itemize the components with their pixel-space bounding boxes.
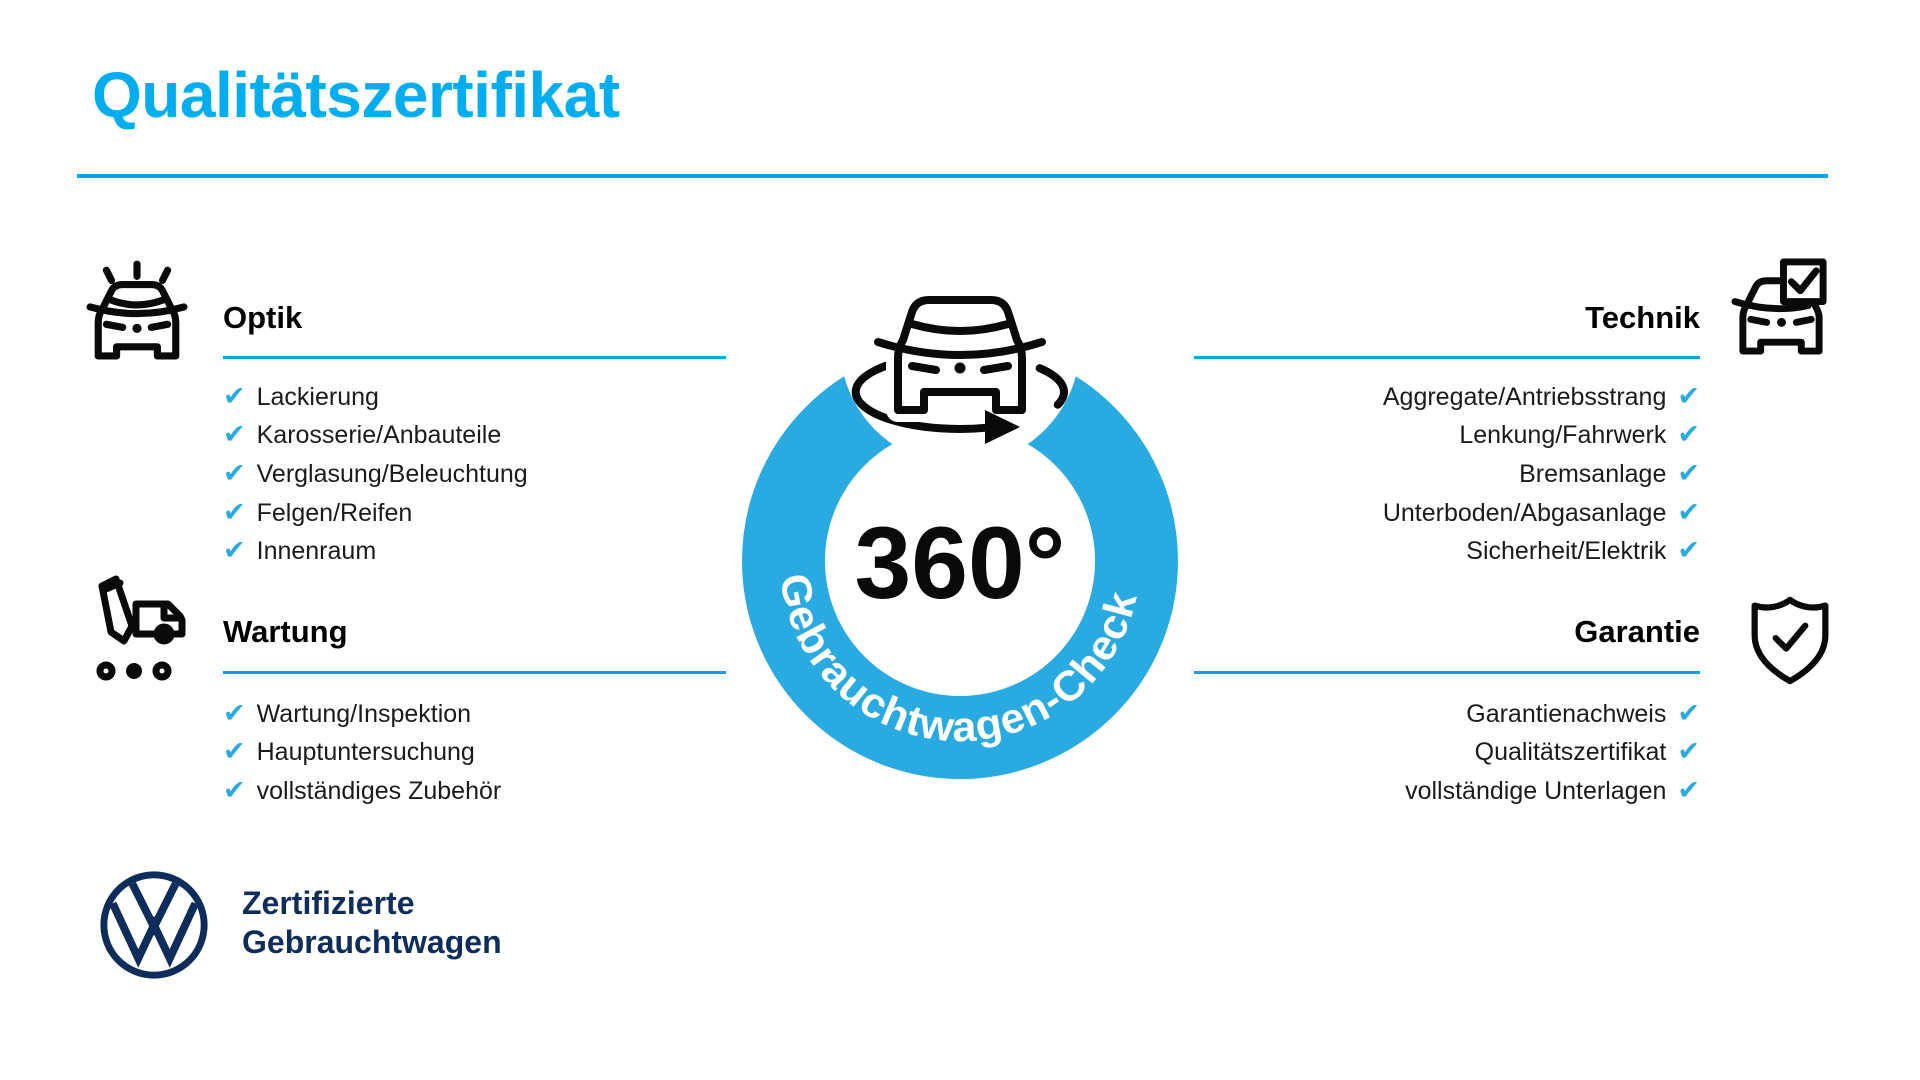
vw-logo [95, 866, 213, 984]
check-icon: ✔ [223, 774, 246, 805]
progress-dot [100, 665, 112, 677]
page-title: Qualitätszertifikat [92, 59, 620, 131]
logo-w [113, 903, 196, 958]
brand-claim-line2: Gebrauchtwagen [242, 924, 502, 960]
shine-ray [106, 270, 111, 280]
checklist-item [1194, 734, 1700, 773]
checklist-item [223, 695, 501, 734]
check-icon: ✔ [223, 380, 246, 411]
checklist-item [1194, 455, 1700, 494]
checklist-label: Hauptuntersuchung [256, 738, 475, 767]
checklist-label: Innenraum [256, 537, 377, 566]
check-icon: ✔ [1677, 774, 1700, 805]
emblem-dot [1777, 318, 1786, 327]
section-title-technik: Technik [1585, 300, 1700, 335]
checklist-item [223, 494, 528, 533]
checklist-label: Unterboden/Abgasanlage [1382, 498, 1667, 527]
section-divider-optik [223, 356, 726, 359]
checklist-label: Bremsanlage [1519, 459, 1667, 488]
progress-dot-filled [126, 663, 142, 679]
service-checklist-icon [86, 574, 196, 684]
shield-check-icon [1747, 592, 1833, 688]
emblem-dot [132, 324, 141, 333]
checklist-label: Wartung/Inspektion [256, 699, 472, 728]
emblem-dot [955, 363, 966, 374]
check-icon: ✔ [1677, 380, 1700, 411]
car-checkbox-icon [1729, 256, 1833, 360]
checklist-label: Lenkung/Fahrwerk [1459, 421, 1667, 450]
check-icon: ✔ [1677, 419, 1700, 450]
checklist-label: Karosserie/Anbauteile [256, 421, 502, 450]
check-icon: ✔ [1677, 457, 1700, 488]
wartung-checklist [223, 695, 501, 811]
car-body [98, 285, 176, 356]
checklist-label: Qualitätszertifikat [1474, 738, 1667, 767]
checklist-label: vollständiges Zubehör [256, 776, 502, 805]
360-check-badge [680, 280, 1240, 841]
check-icon: ✔ [1677, 496, 1700, 527]
progress-dot [156, 665, 168, 677]
check-icon: ✔ [223, 697, 246, 728]
section-title-optik: Optik [223, 300, 303, 335]
checklist-item [223, 417, 528, 456]
check-icon: ✔ [223, 419, 246, 450]
checklist-label: Garantienachweis [1466, 699, 1667, 728]
ring-label: Gebrauchtwagen-Check [771, 569, 1146, 751]
shine-ray [163, 270, 168, 280]
section-divider-technik [1194, 356, 1700, 359]
section-divider-garantie [1194, 671, 1700, 674]
checklist-item [1194, 417, 1700, 456]
garantie-checklist [1194, 695, 1700, 811]
checklist-item [223, 734, 501, 773]
optik-checklist [223, 378, 528, 571]
checklist-item [1194, 494, 1700, 533]
check-icon: ✔ [1677, 736, 1700, 767]
checklist-item [1194, 532, 1700, 571]
check-icon: ✔ [1677, 535, 1700, 566]
checklist-label: Felgen/Reifen [256, 498, 413, 527]
checklist-item [223, 378, 528, 417]
degrees-label: 360° [854, 506, 1066, 620]
checklist-label: Sicherheit/Elektrik [1466, 537, 1667, 566]
section-divider-wartung [223, 671, 726, 674]
shield-check [1776, 626, 1806, 649]
car-shine-icon [86, 256, 188, 360]
technik-checklist [1194, 378, 1700, 571]
checklist-item [1194, 378, 1700, 417]
check-icon: ✔ [223, 496, 246, 527]
checklist-label: Aggregate/Antriebsstrang [1382, 382, 1667, 411]
check-icon: ✔ [223, 736, 246, 767]
check-icon: ✔ [1677, 697, 1700, 728]
check-icon: ✔ [223, 457, 246, 488]
check-icon: ✔ [223, 535, 246, 566]
brand-claim-line1: Zertifizierte [242, 885, 415, 921]
title-divider [77, 174, 1828, 178]
checklist-item [223, 772, 501, 811]
section-title-wartung: Wartung [223, 614, 348, 649]
checklist-item [1194, 695, 1700, 734]
checklist-item [1194, 772, 1700, 811]
windshield-line [110, 300, 163, 305]
brand-claim [242, 884, 502, 962]
section-title-garantie: Garantie [1574, 614, 1700, 649]
checklist-label: Verglasung/Beleuchtung [256, 459, 528, 488]
checklist-label: Lackierung [256, 382, 379, 411]
checklist-label: vollständige Unterlagen [1405, 776, 1667, 805]
checklist-item [223, 532, 528, 571]
checklist-item [223, 455, 528, 494]
